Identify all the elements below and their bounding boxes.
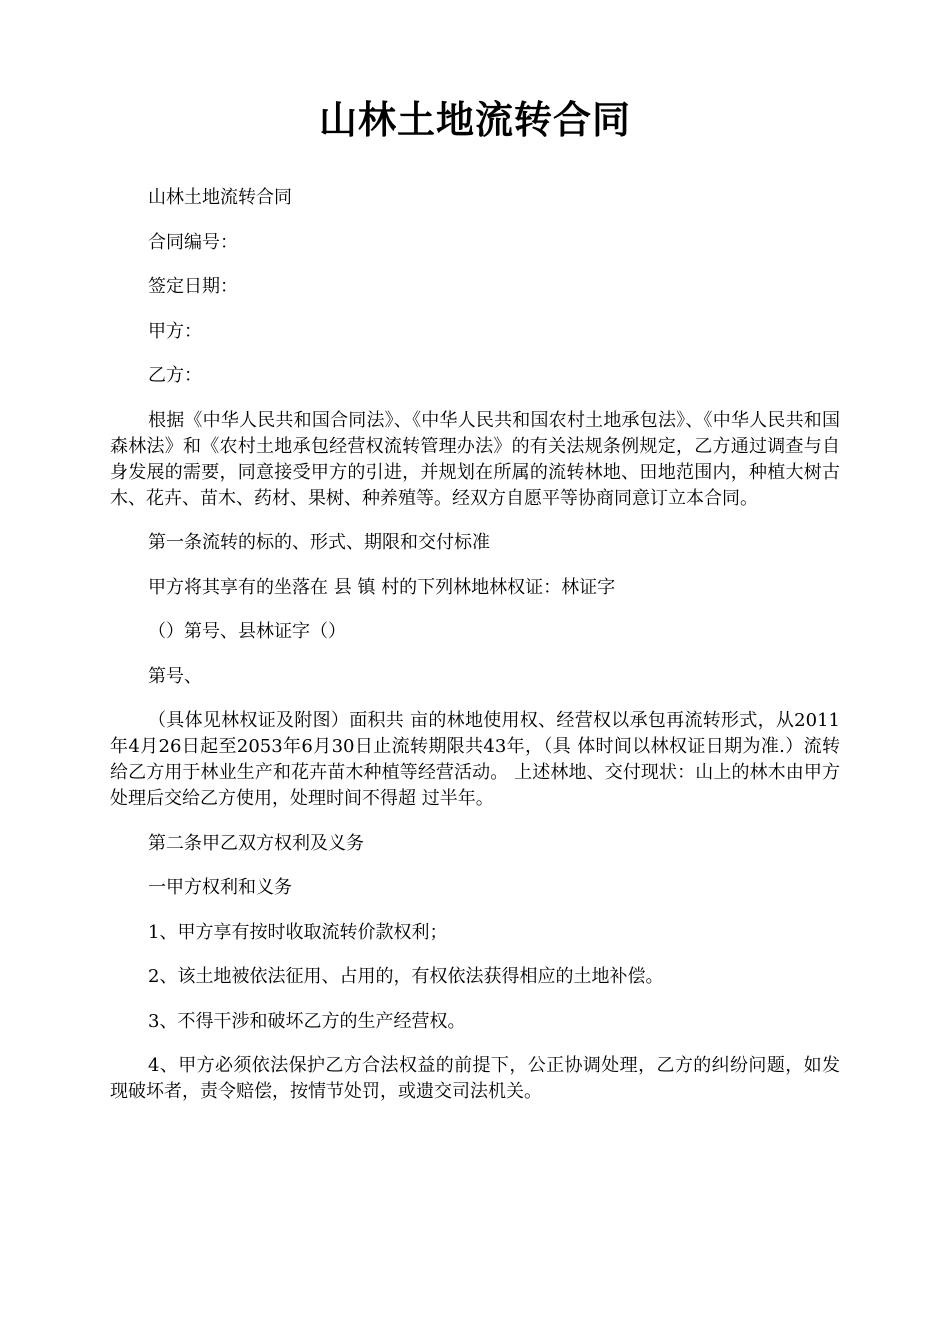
preamble-paragraph: 根据《中华人民共和国合同法》、《中华人民共和国农村土地承包法》、《中华人民共和国森林法》和《农村土地承包经营权流转管理办法》的有关法规条例规定，乙方通过调查与自身发展的需要，同意接受甲方的引进，并规划在所属的流转林地、田地范围内，种植大树古木、花卉、苗木、药材、果树、种养殖等。经双方自愿平等协商同意订立本合同。 [110, 409, 840, 509]
subtitle-paragraph: 山林土地流转合同 [148, 187, 292, 208]
article-1-term-paragraph: （具体见林权证及附图）面积共 亩的林地使用权、经营权以承包再流转形式，从2011年4月26日起至2053年6月30日止流转期限共43年，（具 体时间以林权证日期为准.）流转给乙方用于林业生产和花卉苗木种植等经营活动。 上述林地、交付现状：山上的林木由甲方处理后交给乙方使用，处理时间不得超 过半年。 [110, 710, 840, 809]
article-1-certificate-line: （）第号、县林证字（） [148, 621, 346, 642]
article-2-heading: 第二条甲乙双方权利及义务 [148, 832, 364, 854]
party-b-line: 乙方： [148, 365, 202, 386]
signing-date-line: 签定日期： [148, 276, 238, 297]
article-1-location-line: 甲方将其享有的坐落在 县 镇 村的下列林地林权证：林证字 [148, 576, 616, 598]
document-title: 山林土地流转合同 [318, 98, 631, 142]
party-a-right-3: 3、不得干涉和破坏乙方的生产经营权。 [148, 1010, 466, 1032]
article-1-number-line: 第号、 [148, 665, 202, 687]
party-a-line: 甲方： [148, 320, 202, 342]
party-a-right-4: 4、甲方必须依法保护乙方合法权益的前提下，公正协调处理，乙方的纠纷问题，如发现破坏者，责令赔偿，按情节处罚，或遗交司法机关。 [110, 1055, 840, 1102]
document-body [110, 185, 840, 1124]
party-a-rights-heading: 一甲方权利和义务 [148, 877, 292, 898]
contract-number-line: 合同编号： [148, 231, 238, 253]
party-a-right-1: 1、甲方享有按时收取流转价款权利； [148, 921, 448, 943]
article-1-heading: 第一条流转的标的、形式、期限和交付标准 [148, 532, 490, 553]
party-a-right-2: 2、该土地被依法征用、占用的，有权依法获得相应的土地补偿。 [148, 966, 664, 987]
